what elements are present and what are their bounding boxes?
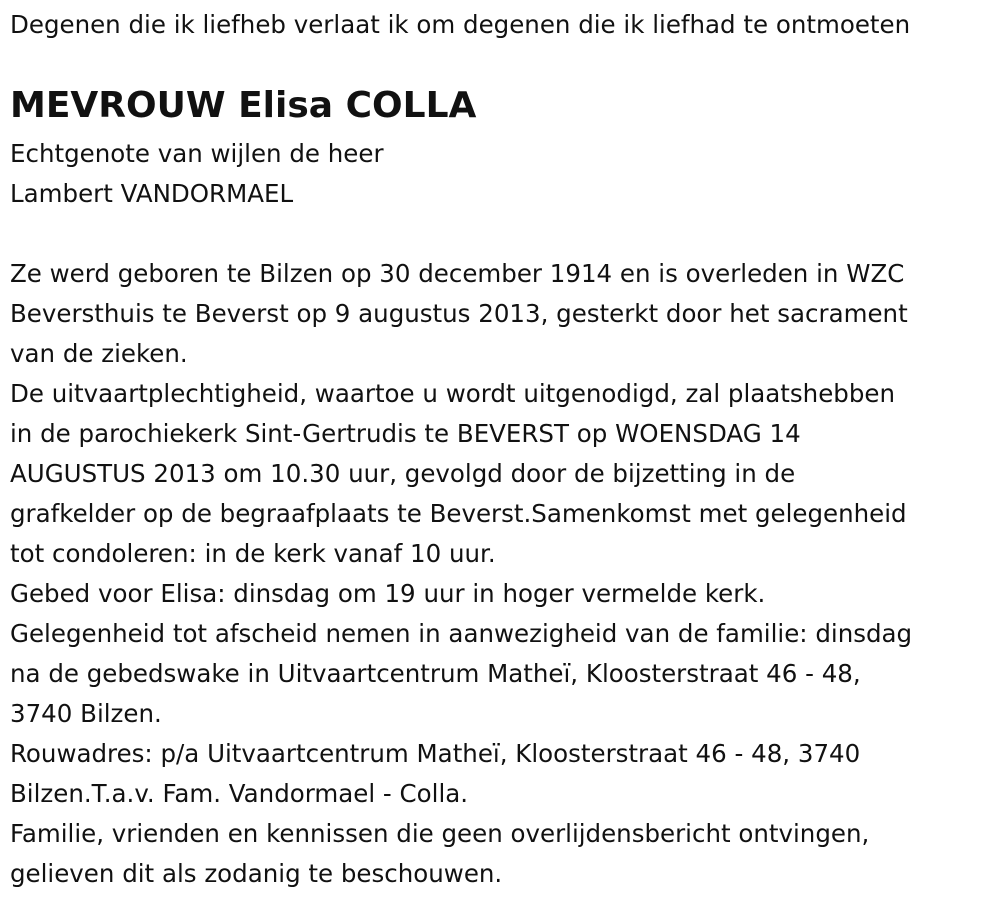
body-line: Ze werd geboren te Bilzen op 30 december 1914 en is overleden in WZC bbox=[10, 259, 905, 288]
body-line: AUGUSTUS 2013 om 10.30 uur, gevolgd door de bijzetting in de bbox=[10, 459, 796, 488]
spouse-name: Lambert VANDORMAEL bbox=[10, 179, 294, 208]
body-line: gelieven dit als zodanig te beschouwen. bbox=[10, 859, 503, 888]
body-line: Rouwadres: p/a Uitvaartcentrum Matheï, Kloosterstraat 46 - 48, 3740 bbox=[10, 739, 861, 768]
body-line: De uitvaartplechtigheid, waartoe u wordt uitgenodigd, zal plaatshebben bbox=[10, 379, 895, 408]
body-line: van de zieken. bbox=[10, 339, 188, 368]
spouse-line: Echtgenote van wijlen de heer bbox=[10, 139, 384, 168]
body-line: Gebed voor Elisa: dinsdag om 19 uur in hoger vermelde kerk. bbox=[10, 579, 766, 608]
body-line: Gelegenheid tot afscheid nemen in aanwezigheid van de familie: dinsdag bbox=[10, 619, 913, 648]
body-line: Bilzen.T.a.v. Fam. Vandormael - Colla. bbox=[10, 779, 469, 808]
body-line: na de gebedswake in Uitvaartcentrum Matheï, Kloosterstraat 46 - 48, bbox=[10, 659, 861, 688]
body-line: tot condoleren: in de kerk vanaf 10 uur. bbox=[10, 539, 496, 568]
motto-text: Degenen die ik liefheb verlaat ik om degenen die ik liefhad te ontmoeten bbox=[10, 10, 911, 39]
deceased-name: MEVROUW Elisa COLLA bbox=[10, 85, 477, 126]
body-line: Familie, vrienden en kennissen die geen overlijdensbericht ontvingen, bbox=[10, 819, 870, 848]
body-line: in de parochiekerk Sint-Gertrudis te BEVERST op WOENSDAG 14 bbox=[10, 419, 801, 448]
body-line: grafkelder op de begraafplaats te Beverst.Samenkomst met gelegenheid bbox=[10, 499, 907, 528]
body-line: Beversthuis te Beverst op 9 augustus 2013, gesterkt door het sacrament bbox=[10, 299, 908, 328]
body-line: 3740 Bilzen. bbox=[10, 699, 162, 728]
notice-body bbox=[10, 254, 995, 894]
